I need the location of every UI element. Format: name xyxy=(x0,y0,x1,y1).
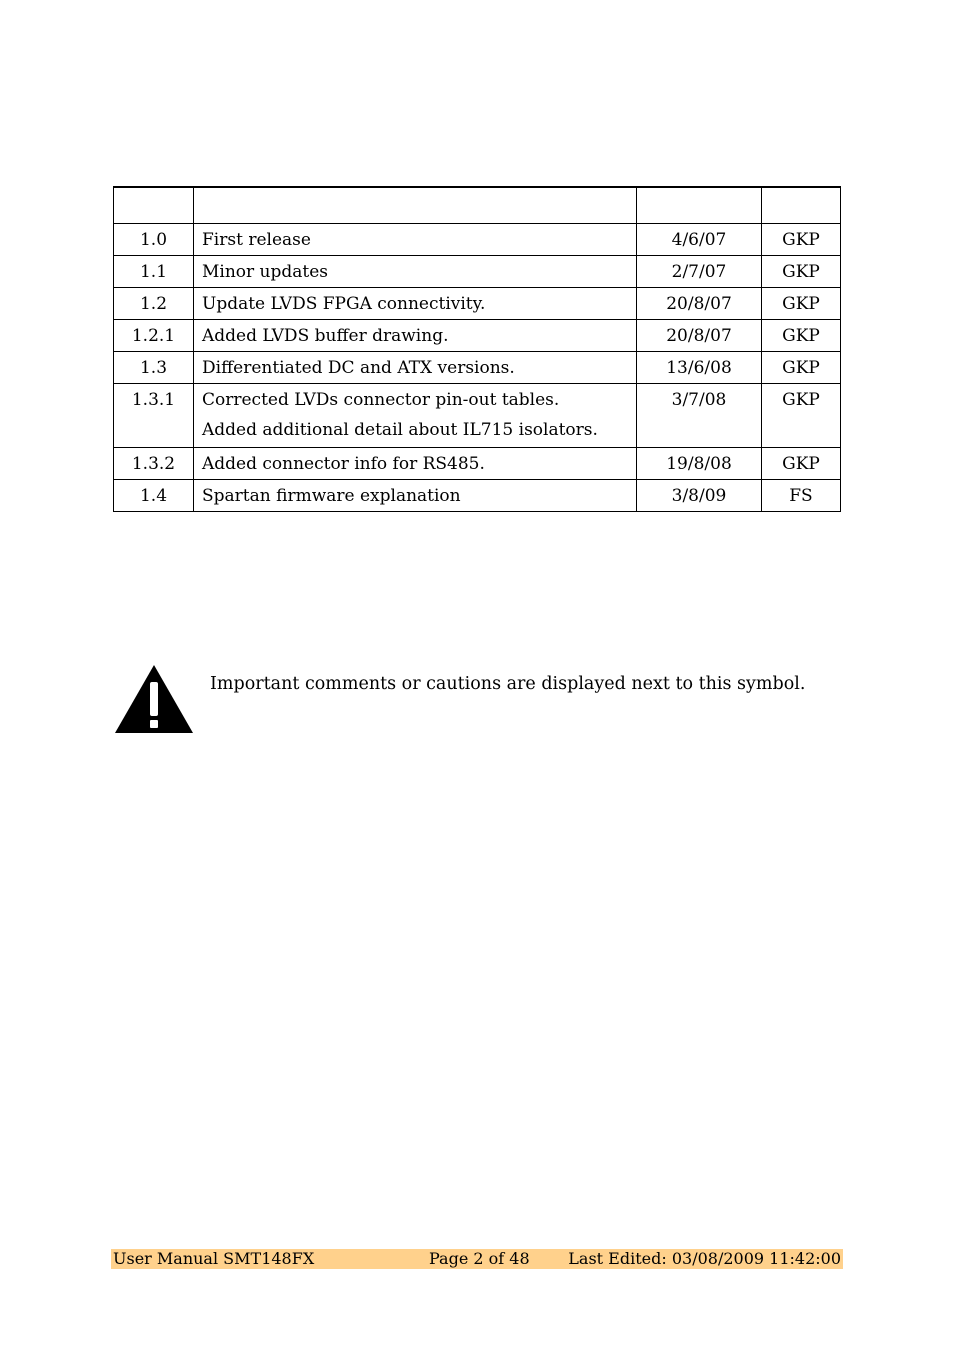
description-line: Added additional detail about IL715 isolators. xyxy=(202,420,598,440)
author-cell: GKP xyxy=(762,288,841,320)
author-cell: GKP xyxy=(762,224,841,256)
table-row xyxy=(114,256,841,288)
date-cell: 2/7/07 xyxy=(637,256,762,288)
version-cell: 1.0 xyxy=(114,224,194,256)
version-cell: 1.3.2 xyxy=(114,448,194,480)
caution-notice xyxy=(114,664,844,734)
footer-document-title: User Manual SMT148FX xyxy=(113,1249,315,1268)
table-row xyxy=(114,352,841,384)
description-line: Spartan firmware explanation xyxy=(202,485,461,506)
description-cell xyxy=(194,256,637,288)
description-cell xyxy=(194,288,637,320)
author-cell: FS xyxy=(762,480,841,512)
table-row xyxy=(114,448,841,480)
table-row xyxy=(114,480,841,512)
description-line: Added connector info for RS485. xyxy=(202,453,485,474)
date-cell: 3/8/09 xyxy=(637,480,762,512)
date-cell: 20/8/07 xyxy=(637,288,762,320)
warning-triangle-icon xyxy=(114,664,194,734)
version-cell: 1.2 xyxy=(114,288,194,320)
description-line: Corrected LVDs connector pin-out tables. xyxy=(202,390,560,410)
table-header-row xyxy=(114,187,841,224)
revision-table xyxy=(113,186,841,512)
header-cell xyxy=(637,187,762,224)
description-cell xyxy=(194,448,637,480)
caution-text: Important comments or cautions are displayed next to this symbol. xyxy=(210,674,806,694)
date-cell: 19/8/08 xyxy=(637,448,762,480)
page-footer xyxy=(111,1249,843,1269)
description-line: First release xyxy=(202,229,311,250)
table-row xyxy=(114,288,841,320)
description-line: Minor updates xyxy=(202,261,329,282)
description-line: Added LVDS buffer drawing. xyxy=(202,325,449,346)
description-cell xyxy=(194,352,637,384)
author-cell: GKP xyxy=(762,256,841,288)
version-cell: 1.3 xyxy=(114,352,194,384)
date-cell: 4/6/07 xyxy=(637,224,762,256)
description-cell xyxy=(194,384,637,448)
date-cell: 20/8/07 xyxy=(637,320,762,352)
version-cell: 1.1 xyxy=(114,256,194,288)
version-cell: 1.2.1 xyxy=(114,320,194,352)
table-row xyxy=(114,224,841,256)
header-cell xyxy=(114,187,194,224)
date-cell: 13/6/08 xyxy=(637,352,762,384)
description-line: Differentiated DC and ATX versions. xyxy=(202,357,515,378)
header-cell xyxy=(762,187,841,224)
description-cell xyxy=(194,224,637,256)
author-cell: GKP xyxy=(762,352,841,384)
description-cell xyxy=(194,320,637,352)
footer-last-edited: Last Edited: 03/08/2009 11:42:00 xyxy=(568,1249,841,1268)
table-row xyxy=(114,320,841,352)
description-cell xyxy=(194,480,637,512)
version-cell: 1.4 xyxy=(114,480,194,512)
author-cell: GKP xyxy=(762,448,841,480)
date-cell: 3/7/08 xyxy=(637,384,762,448)
version-cell: 1.3.1 xyxy=(114,384,194,448)
header-cell xyxy=(194,187,637,224)
author-cell: GKP xyxy=(762,320,841,352)
author-cell: GKP xyxy=(762,384,841,448)
table-row xyxy=(114,384,841,448)
footer-page-number: Page 2 of 48 xyxy=(429,1249,530,1268)
description-line: Update LVDS FPGA connectivity. xyxy=(202,293,486,314)
